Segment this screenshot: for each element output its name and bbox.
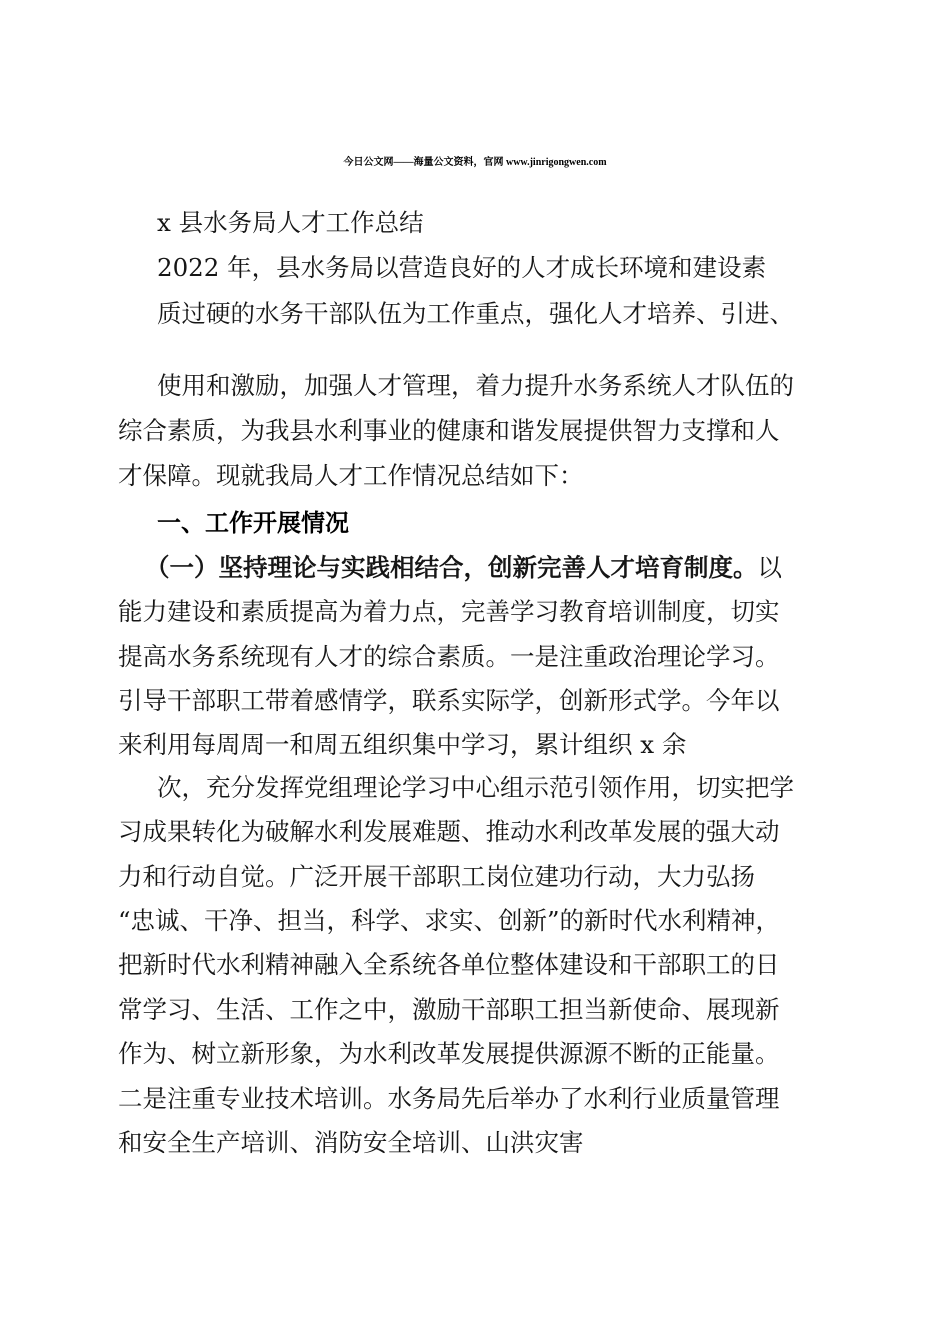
section-heading: 一、工作开展情况 [157,509,349,537]
paragraph-line: “忠诚、干净、担当，科学、求实、创新”的新时代水利精神， [118,906,781,935]
paragraph-line: 作为、树立新形象，为水利改革发展提供源源不断的正能量。 [118,1039,780,1068]
paragraph-line: 常学习、生活、工作之中，激励干部职工担当新使命、展现新 [118,995,780,1024]
paragraph-line: 次，充分发挥党组理论学习中心组示范引领作用，切实把学 [157,773,794,802]
paragraph-line: 二是注重专业技术培训。水务局先后举办了水利行业质量管理 [118,1084,780,1113]
paragraph-line: 把新时代水利精神融入全系统各单位整体建设和干部职工的日 [118,950,780,979]
paragraph-line: 和安全生产培训、消防安全培训、山洪灾害 [118,1128,584,1157]
paragraph-line: 来利用每周周一和周五组织集中学习，累计组织 x 余 [118,730,687,759]
paragraph-line: 力和行动自觉。广泛开展干部职工岗位建功行动，大力弘扬 [118,862,755,891]
paragraph-line: 习成果转化为破解水利发展难题、推动水利改革发展的强大动 [118,817,780,846]
document-title: x 县水务局人才工作总结 [157,208,424,237]
paragraph-line: 能力建设和素质提高为着力点，完善学习教育培训制度，切实 [118,597,780,626]
paragraph-line: 引导干部职工带着感情学，联系实际学，创新形式学。今年以 [118,686,780,715]
intro-line: 使用和激励，加强人才管理，着力提升水务系统人才队伍的 [157,371,794,400]
intro-line: 才保障。现就我局人才工作情况总结如下： [118,461,584,490]
page-header: 今日公文网——海量公文资料，官网 www.jinrigongwen.com [343,157,607,168]
subsection-line [145,550,782,586]
subsection-heading: （一）坚持理论与实践相结合，创新完善人才培育制度。 [145,553,758,582]
intro-line: 2022 年，县水务局以营造良好的人才成长环境和建设素 [157,253,767,282]
intro-line: 综合素质，为我县水利事业的健康和谐发展提供智力支撑和人 [118,416,780,445]
paragraph-line: 提高水务系统现有人才的综合素质。一是注重政治理论学习。 [118,642,780,671]
paragraph-text: 以 [757,553,782,582]
intro-line: 质过硬的水务干部队伍为工作重点，强化人才培养、引进、 [157,299,794,328]
